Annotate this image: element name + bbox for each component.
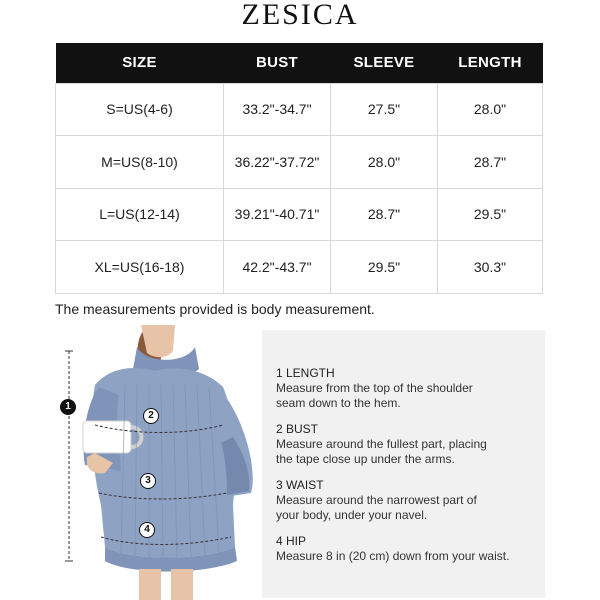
cell-bust: 33.2"-34.7": [224, 83, 331, 136]
cell-sleeve: 27.5": [331, 83, 438, 136]
cell-length: 30.3": [438, 241, 543, 294]
waist-title: 3 WAIST: [276, 478, 324, 492]
cell-sleeve: 28.0": [331, 136, 438, 189]
list-item: [276, 422, 536, 466]
header-length: LENGTH: [438, 43, 543, 83]
table-row: [56, 241, 543, 294]
header-size: SIZE: [56, 43, 224, 83]
header-sleeve: SLEEVE: [331, 43, 438, 83]
length-desc-line: Measure from the top of the shoulder: [276, 381, 473, 395]
cell-bust: 39.21"-40.71": [224, 188, 331, 241]
table-header-row: [56, 43, 543, 83]
bust-desc-line: Measure around the fullest part, placing: [276, 437, 487, 451]
list-item: [276, 366, 536, 410]
bust-title: 2 BUST: [276, 422, 319, 436]
table-row: [56, 188, 543, 241]
cell-bust: 36.22"-37.72": [224, 136, 331, 189]
cell-size: L=US(12-14): [56, 188, 224, 241]
waist-desc-line: your body, under your navel.: [276, 507, 428, 522]
table-row: [56, 83, 543, 136]
bust-marker: 2: [143, 408, 159, 424]
cell-sleeve: 29.5": [331, 241, 438, 294]
hip-marker: 4: [139, 522, 155, 538]
measurement-guide-panel: [262, 330, 545, 598]
cell-size: M=US(8-10): [56, 136, 224, 189]
hip-desc-line: Measure 8 in (20 cm) down from your waist.: [276, 549, 510, 563]
measurement-note: The measurements provided is body measurement.: [55, 301, 375, 317]
cell-length: 28.7": [438, 136, 543, 189]
list-item: [276, 478, 536, 522]
length-marker: 1: [60, 399, 76, 415]
waist-marker: 3: [140, 473, 156, 489]
cell-bust: 42.2"-43.7": [224, 241, 331, 294]
cell-length: 28.0": [438, 83, 543, 136]
cell-length: 29.5": [438, 188, 543, 241]
size-chart-table: [55, 43, 543, 294]
model-figure: [55, 325, 260, 600]
brand-logo: ZESICA: [241, 0, 359, 31]
length-desc-line: seam down to the hem.: [276, 395, 401, 410]
cell-sleeve: 28.7": [331, 188, 438, 241]
cell-size: S=US(4-6): [56, 83, 224, 136]
list-item: [276, 534, 536, 564]
waist-desc-line: Measure around the narrowest part of: [276, 493, 477, 507]
bust-desc-line: the tape close up under the arms.: [276, 451, 455, 466]
header-bust: BUST: [224, 43, 331, 83]
cell-size: XL=US(16-18): [56, 241, 224, 294]
table-row: [56, 136, 543, 189]
length-title: 1 LENGTH: [276, 366, 335, 380]
measurement-list: [276, 366, 536, 576]
hip-title: 4 HIP: [276, 534, 307, 548]
sweater-illustration: [55, 325, 260, 600]
